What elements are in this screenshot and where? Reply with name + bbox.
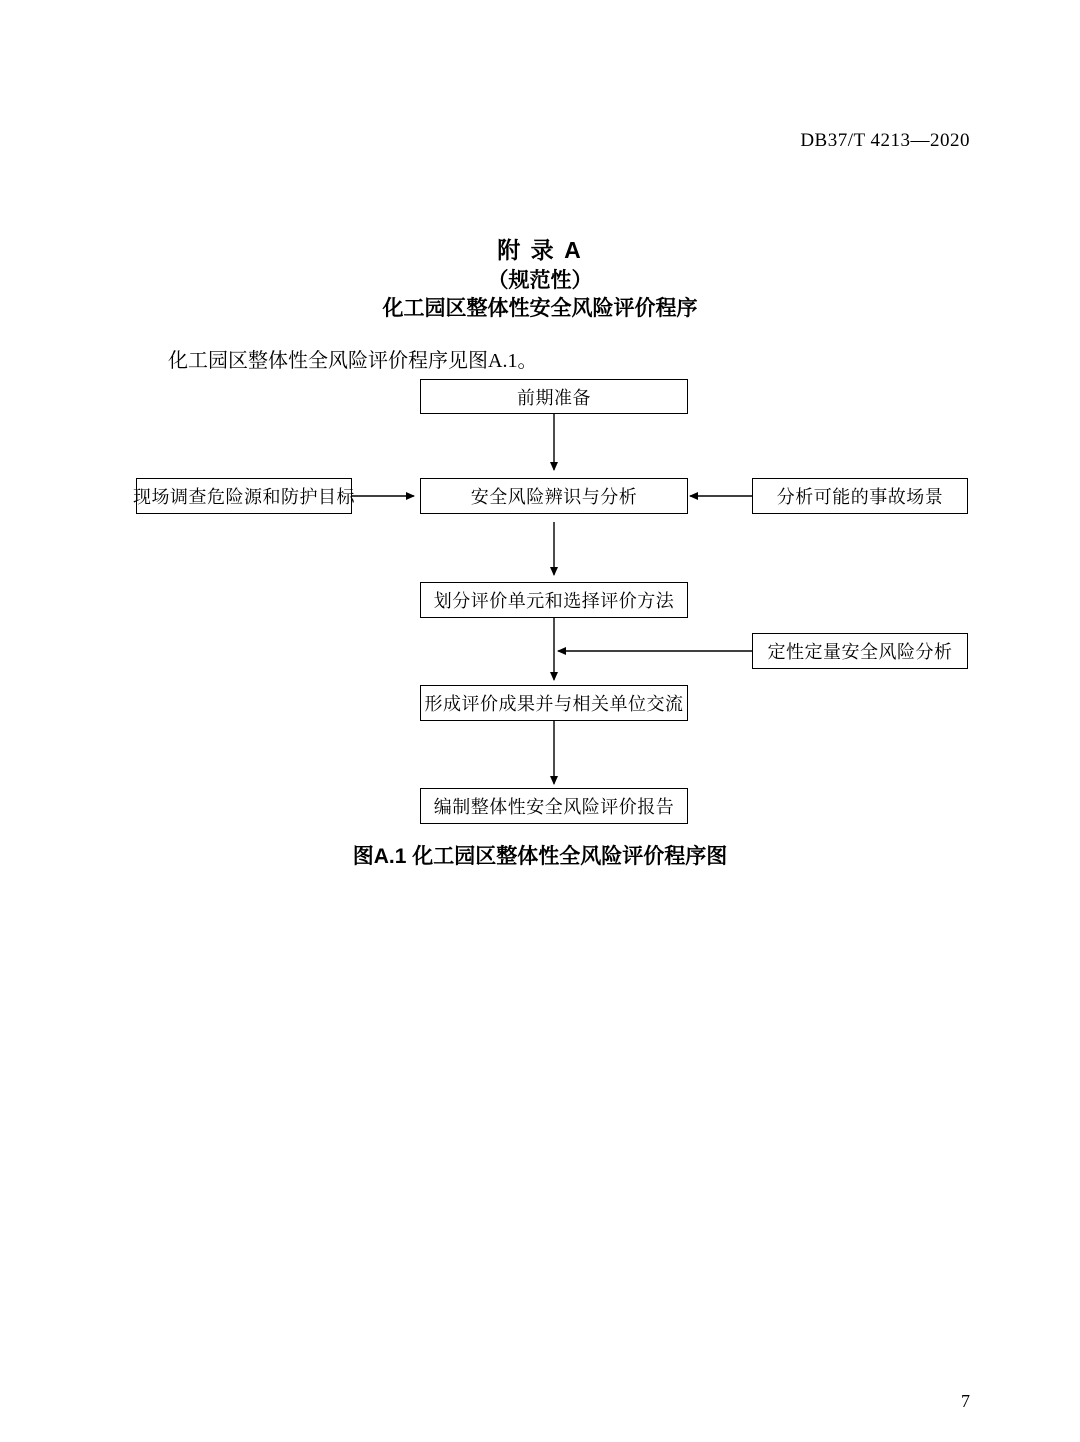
annex-subtitle: （规范性） xyxy=(487,269,593,292)
annex-title: 附 录 A xyxy=(497,237,583,263)
flow-node-report: 编制整体性安全风险评价报告 xyxy=(420,788,688,824)
flow-node-prep: 前期准备 xyxy=(420,379,688,414)
flow-node-units: 划分评价单元和选择评价方法 xyxy=(420,582,688,618)
figure-caption: 图A.1 化工园区整体性全风险评价程序图 xyxy=(352,845,728,868)
flow-node-identify: 安全风险辨识与分析 xyxy=(420,478,688,514)
page-number: 7 xyxy=(961,1391,970,1411)
flow-node-scenario: 分析可能的事故场景 xyxy=(752,478,968,514)
flow-node-qualquant: 定性定量安全风险分析 xyxy=(752,633,968,669)
annex-name: 化工园区整体性安全风险评价程序 xyxy=(382,297,698,320)
intro-paragraph: 化工园区整体性全风险评价程序见图A.1。 xyxy=(168,350,538,372)
standard-code-header: DB37/T 4213—2020 xyxy=(800,130,970,151)
flow-node-results: 形成评价成果并与相关单位交流 xyxy=(420,685,688,721)
flow-node-survey: 现场调查危险源和防护目标 xyxy=(136,478,352,514)
flowchart xyxy=(0,370,1080,830)
